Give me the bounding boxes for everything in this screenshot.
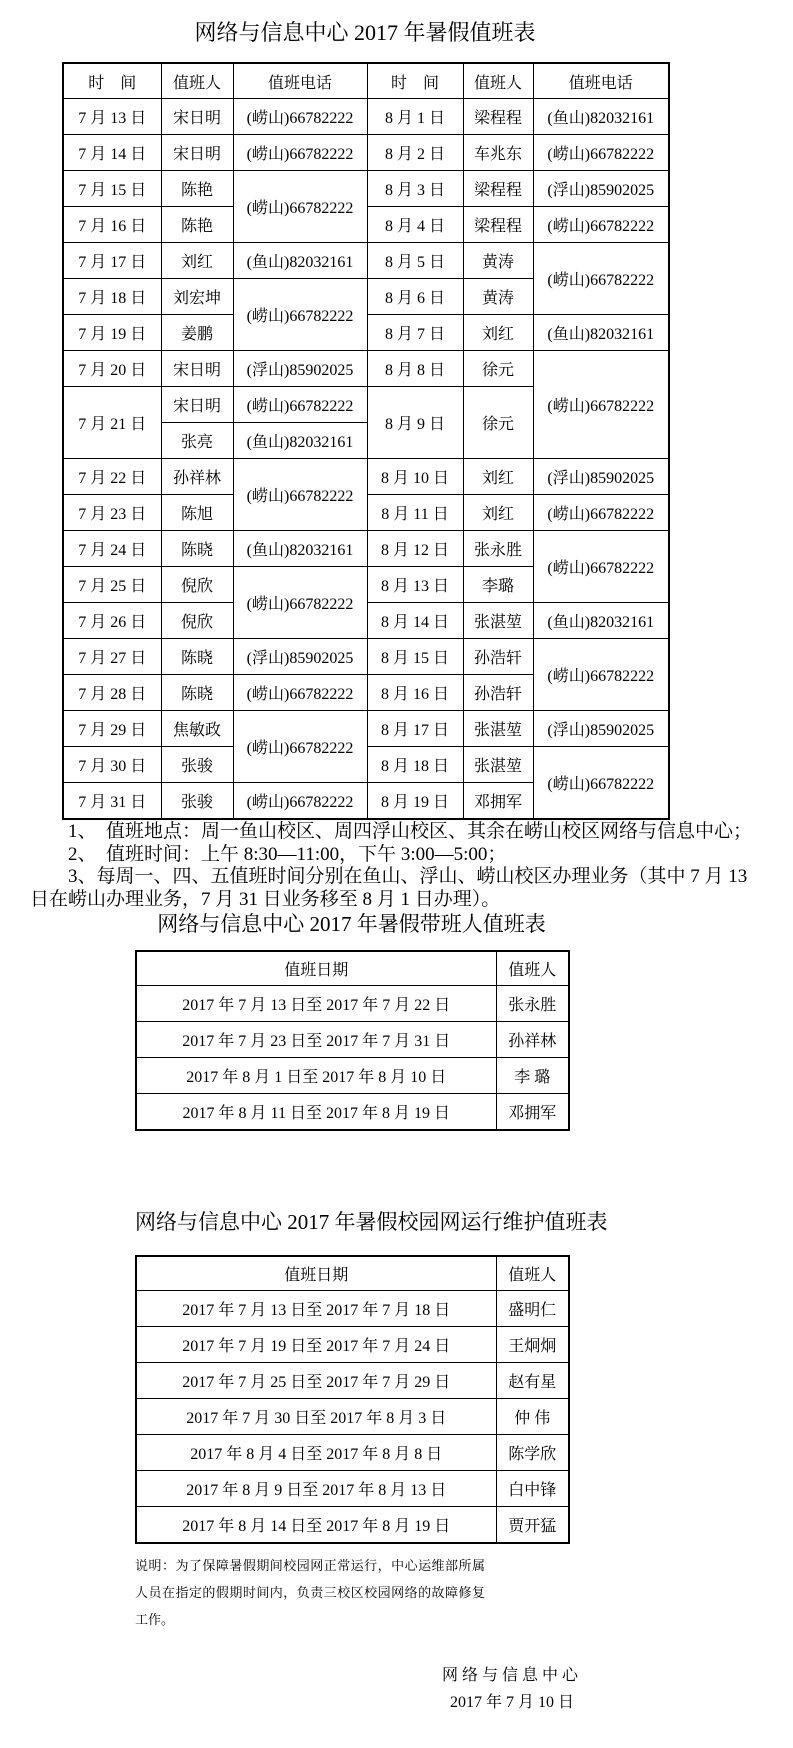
table-row <box>136 986 569 1022</box>
table-cell: (崂山)66782222 <box>533 351 669 459</box>
table-row <box>63 135 669 171</box>
table-cell: 刘红 <box>161 243 233 279</box>
table-cell: 宋日明 <box>161 99 233 135</box>
table-cell: 陈艳 <box>161 207 233 243</box>
table-cell: 7 月 20 日 <box>63 351 161 387</box>
lead-duty-table <box>135 950 570 1131</box>
table-cell: 8 月 11 日 <box>367 495 463 531</box>
table-cell: 张湛堃 <box>463 711 533 747</box>
table-cell: 邓拥军 <box>463 783 533 820</box>
table-cell: 7 月 13 日 <box>63 99 161 135</box>
notes-list <box>30 821 775 911</box>
table-cell: (浮山)85902025 <box>233 351 367 387</box>
table-cell: 徐元 <box>463 387 533 459</box>
table-cell: 张骏 <box>161 747 233 783</box>
table-cell: 黄涛 <box>463 243 533 279</box>
table-cell: 7 月 23 日 <box>63 495 161 531</box>
table-row <box>63 459 669 495</box>
table-cell: 8 月 6 日 <box>367 279 463 315</box>
table-cell: 2017 年 7 月 13 日至 2017 年 7 月 22 日 <box>136 986 496 1022</box>
table-cell: 8 月 3 日 <box>367 171 463 207</box>
table-cell: 8 月 18 日 <box>367 747 463 783</box>
table-cell: 黄涛 <box>463 279 533 315</box>
header-row <box>63 63 669 99</box>
column-header: 值班电话 <box>533 63 669 99</box>
table-cell: (鱼山)82032161 <box>533 315 669 351</box>
table-cell: 2017 年 7 月 13 日至 2017 年 7 月 18 日 <box>136 1291 496 1327</box>
table-cell: 王炯炯 <box>496 1327 569 1363</box>
table-cell: 陈艳 <box>161 171 233 207</box>
table-row <box>63 99 669 135</box>
table-cell: 2017 年 8 月 14 日至 2017 年 8 月 19 日 <box>136 1507 496 1544</box>
remark-paragraph: 说明：为了保障暑假期间校园网正常运行，中心运维部所属人员在指定的假期时间内，负责三校区校园网络的故障修复工作。 <box>135 1558 485 1627</box>
table-cell: 贾开猛 <box>496 1507 569 1544</box>
table-cell: 8 月 9 日 <box>367 387 463 459</box>
table-row <box>136 1507 569 1544</box>
table-cell: 姜鹏 <box>161 315 233 351</box>
table-cell: (鱼山)82032161 <box>533 603 669 639</box>
table-cell: (浮山)85902025 <box>233 639 367 675</box>
table-cell: 2017 年 8 月 1 日至 2017 年 8 月 10 日 <box>136 1058 496 1094</box>
table-cell: 盛明仁 <box>496 1291 569 1327</box>
table-cell: 8 月 10 日 <box>367 459 463 495</box>
table-cell: 宋日明 <box>161 351 233 387</box>
table-cell: 孙浩轩 <box>463 675 533 711</box>
header-row <box>136 951 569 986</box>
table-cell: 8 月 16 日 <box>367 675 463 711</box>
column-header: 值班人 <box>496 951 569 986</box>
note-line: 3、每周一、四、五值班时间分别在鱼山、浮山、崂山校区办理业务（其中 7 月 13 <box>30 866 748 887</box>
table-row <box>63 711 669 747</box>
table-cell: (崂山)66782222 <box>533 531 669 603</box>
table-cell: 7 月 22 日 <box>63 459 161 495</box>
table-cell: 张永胜 <box>496 986 569 1022</box>
column-header: 值班人 <box>496 1256 569 1291</box>
table-cell: 赵有星 <box>496 1363 569 1399</box>
table-cell: 2017 年 8 月 11 日至 2017 年 8 月 19 日 <box>136 1094 496 1131</box>
table-cell: 8 月 19 日 <box>367 783 463 820</box>
note-line: 1、 值班地点：周一鱼山校区、周四浮山校区、其余在崂山校区网络与信息中心； <box>30 821 753 842</box>
table-cell: 徐元 <box>463 351 533 387</box>
table-cell: 梁程程 <box>463 207 533 243</box>
table-row <box>136 1058 569 1094</box>
table-cell: 焦敏政 <box>161 711 233 747</box>
table-cell: 7 月 27 日 <box>63 639 161 675</box>
table-cell: 8 月 1 日 <box>367 99 463 135</box>
table-cell: (浮山)85902025 <box>533 171 669 207</box>
table-cell: 8 月 8 日 <box>367 351 463 387</box>
table-row <box>63 243 669 279</box>
table-row <box>136 1471 569 1507</box>
table-cell: 2017 年 8 月 9 日至 2017 年 8 月 13 日 <box>136 1471 496 1507</box>
table-cell: 陈晓 <box>161 531 233 567</box>
table-cell: 梁程程 <box>463 171 533 207</box>
signature-date: 2017 年 7 月 10 日 <box>449 1694 574 1711</box>
table-cell: 陈学欣 <box>496 1435 569 1471</box>
table-row <box>63 639 669 675</box>
table-cell: 陈旭 <box>161 495 233 531</box>
table-cell: 张湛堃 <box>463 603 533 639</box>
table-row <box>136 1094 569 1131</box>
table-row <box>136 1435 569 1471</box>
table-cell: 8 月 5 日 <box>367 243 463 279</box>
table-cell: 刘宏坤 <box>161 279 233 315</box>
table-cell: 8 月 13 日 <box>367 567 463 603</box>
table-cell: (崂山)66782222 <box>233 99 367 135</box>
table-cell: 7 月 26 日 <box>63 603 161 639</box>
table-cell: (鱼山)82032161 <box>233 423 367 459</box>
table-cell: 7 月 19 日 <box>63 315 161 351</box>
table-cell: 8 月 15 日 <box>367 639 463 675</box>
table-cell: (崂山)66782222 <box>233 567 367 639</box>
table-cell: 仲 伟 <box>496 1399 569 1435</box>
table-cell: 7 月 16 日 <box>63 207 161 243</box>
table-cell: (崂山)66782222 <box>233 135 367 171</box>
table-cell: 刘红 <box>463 495 533 531</box>
table-cell: 宋日明 <box>161 387 233 423</box>
table-cell: (浮山)85902025 <box>533 459 669 495</box>
table-row <box>63 531 669 567</box>
page-title: 网络与信息中心 2017 年暑假值班表 <box>194 20 536 45</box>
table-cell: (崂山)66782222 <box>233 783 367 820</box>
column-header: 值班日期 <box>136 1256 496 1291</box>
table-cell: 8 月 4 日 <box>367 207 463 243</box>
table-cell: (崂山)66782222 <box>233 675 367 711</box>
table-cell: 8 月 17 日 <box>367 711 463 747</box>
table-cell: 倪欣 <box>161 567 233 603</box>
table-cell: 8 月 14 日 <box>367 603 463 639</box>
table-cell: 8 月 12 日 <box>367 531 463 567</box>
table-cell: 刘红 <box>463 315 533 351</box>
table-cell: 2017 年 7 月 23 日至 2017 年 7 月 31 日 <box>136 1022 496 1058</box>
table-row <box>136 1363 569 1399</box>
table-cell: 张永胜 <box>463 531 533 567</box>
table-cell: 7 月 14 日 <box>63 135 161 171</box>
column-header: 时 间 <box>63 63 161 99</box>
network-duty-title: 网络与信息中心 2017 年暑假校园网运行维护值班表 <box>135 1210 608 1234</box>
table-cell: (崂山)66782222 <box>533 639 669 711</box>
table-cell: 7 月 17 日 <box>63 243 161 279</box>
column-header: 时 间 <box>367 63 463 99</box>
table-cell: 陈晓 <box>161 639 233 675</box>
table-cell: 2017 年 7 月 25 日至 2017 年 7 月 29 日 <box>136 1363 496 1399</box>
column-header: 值班电话 <box>233 63 367 99</box>
table-cell: 7 月 21 日 <box>63 387 161 459</box>
signature-block <box>428 1664 596 1715</box>
table-cell: (鱼山)82032161 <box>233 531 367 567</box>
table-row <box>136 1399 569 1435</box>
lead-duty-title: 网络与信息中心 2017 年暑假带班人值班表 <box>157 912 546 936</box>
table-cell: (鱼山)82032161 <box>533 99 669 135</box>
table-row <box>136 1327 569 1363</box>
column-header: 值班日期 <box>136 951 496 986</box>
table-cell: (崂山)66782222 <box>233 171 367 243</box>
table-cell: 白中锋 <box>496 1471 569 1507</box>
table-cell: (浮山)85902025 <box>533 711 669 747</box>
table-cell: 7 月 28 日 <box>63 675 161 711</box>
table-cell: 车兆东 <box>463 135 533 171</box>
table-cell: 张骏 <box>161 783 233 820</box>
table-cell: 陈晓 <box>161 675 233 711</box>
table-cell: 7 月 15 日 <box>63 171 161 207</box>
table-row <box>136 1291 569 1327</box>
table-cell: (崂山)66782222 <box>233 387 367 423</box>
table-cell: 倪欣 <box>161 603 233 639</box>
header-row <box>136 1256 569 1291</box>
table-cell: (崂山)66782222 <box>533 747 669 820</box>
table-cell: 2017 年 7 月 19 日至 2017 年 7 月 24 日 <box>136 1327 496 1363</box>
table-cell: (崂山)66782222 <box>533 243 669 315</box>
table-cell: 李璐 <box>463 567 533 603</box>
table-cell: 7 月 29 日 <box>63 711 161 747</box>
table-cell: 8 月 7 日 <box>367 315 463 351</box>
table-cell: (崂山)66782222 <box>533 207 669 243</box>
summer-duty-table <box>62 62 670 820</box>
table-cell: (崂山)66782222 <box>533 135 669 171</box>
table-cell: 2017 年 8 月 4 日至 2017 年 8 月 8 日 <box>136 1435 496 1471</box>
column-header: 值班人 <box>463 63 533 99</box>
table-cell: 7 月 31 日 <box>63 783 161 820</box>
table-cell: (崂山)66782222 <box>233 459 367 531</box>
table-cell: 邓拥军 <box>496 1094 569 1131</box>
network-maintenance-table <box>135 1255 570 1544</box>
note-line: 2、 值班时间：上午 8:30—11:00，下午 3:00—5:00； <box>30 843 507 865</box>
table-cell: 宋日明 <box>161 135 233 171</box>
table-row <box>63 171 669 207</box>
table-cell: 孙祥林 <box>496 1022 569 1058</box>
table-cell: 张亮 <box>161 423 233 459</box>
note-line: 日在崂山办理业务，7 月 31 日业务移至 8 月 1 日办理）。 <box>30 888 501 910</box>
table-cell: 李 璐 <box>496 1058 569 1094</box>
table-row <box>63 351 669 387</box>
column-header: 值班人 <box>161 63 233 99</box>
table-cell: 7 月 24 日 <box>63 531 161 567</box>
table-cell: 8 月 2 日 <box>367 135 463 171</box>
table-cell: 7 月 25 日 <box>63 567 161 603</box>
table-row <box>136 1022 569 1058</box>
table-cell: 刘红 <box>463 459 533 495</box>
table-cell: 孙祥林 <box>161 459 233 495</box>
table-cell: 2017 年 7 月 30 日至 2017 年 8 月 3 日 <box>136 1399 496 1435</box>
table-cell: 张湛堃 <box>463 747 533 783</box>
table-cell: (崂山)66782222 <box>233 279 367 351</box>
table-cell: (鱼山)82032161 <box>233 243 367 279</box>
table-cell: 7 月 18 日 <box>63 279 161 315</box>
table-cell: 7 月 30 日 <box>63 747 161 783</box>
table-cell: 孙浩轩 <box>463 639 533 675</box>
table-cell: (崂山)66782222 <box>533 495 669 531</box>
signature-org: 网络与信息中心 <box>441 1667 582 1684</box>
table-cell: 梁程程 <box>463 99 533 135</box>
table-cell: (崂山)66782222 <box>233 711 367 783</box>
